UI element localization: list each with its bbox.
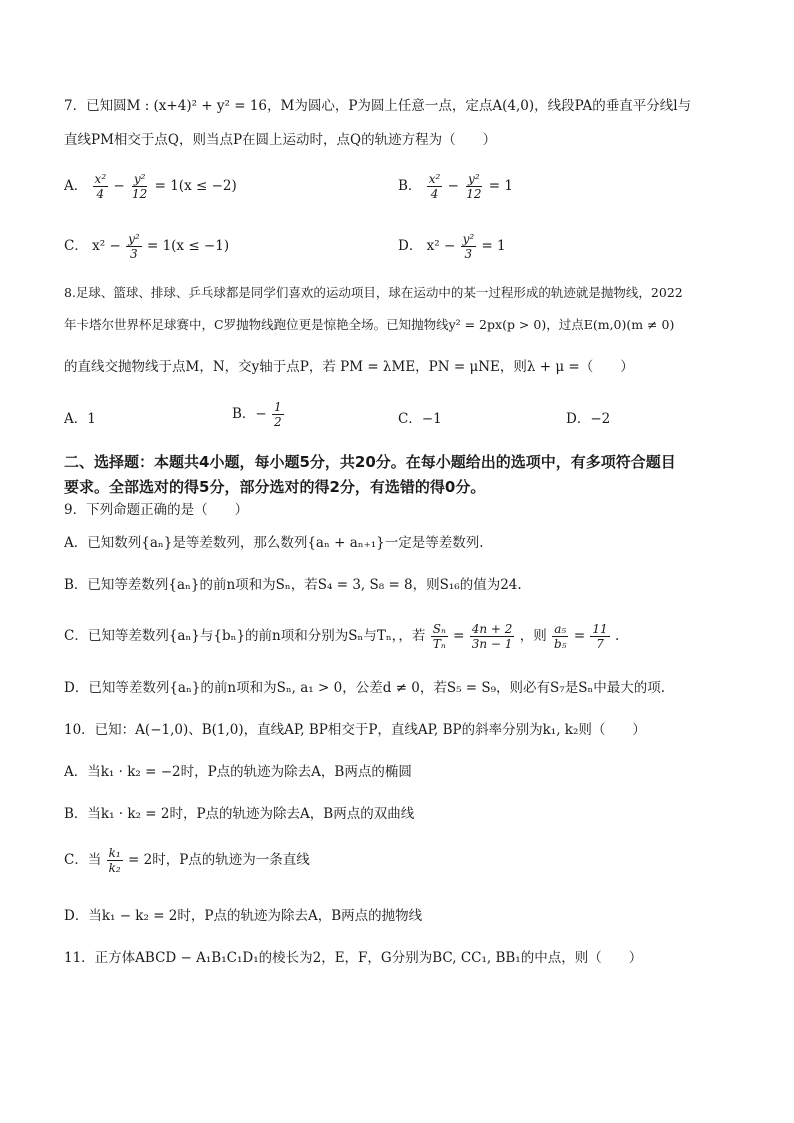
q10-option-d: D．当k₁ − k₂ = 2时，P点的轨迹为除去A，B两点的抛物线 bbox=[64, 908, 423, 924]
q10-stem: 10．已知：A(−1,0)、B(1,0)，直线AP, BP相交于P，直线AP, BP的斜率分别为k₁, k₂则（ ） bbox=[64, 722, 646, 738]
section-2-heading-line2: 要求。全部选对的得5分，部分选对的得2分，有选错的得0分。 bbox=[64, 478, 486, 496]
q9-stem: 9．下列命题正确的是（ ） bbox=[64, 502, 249, 518]
q7-option-d: D． x² − $\frac{\text{y²}}{3}$ = 1 bbox=[398, 232, 506, 261]
q8-option-b: B．− $\frac{1}{2}$ bbox=[232, 400, 282, 429]
q8-line3: 的直线交抛物线于点M，N，交y轴于点P，若 PM = λME，PN = μNE，则λ + μ =（ ） bbox=[64, 359, 634, 375]
q11-stem: 11．正方体ABCD − A₁B₁C₁D₁的棱长为2，E，F，G分别为BC, CC₁, BB₁的中点，则（ ） bbox=[64, 950, 643, 966]
q9-option-b: B．已知等差数列{aₙ}的前n项和为Sₙ，若S₄ = 3, S₈ = 8，则S₁₆的值为24. bbox=[64, 577, 522, 593]
q9-option-c: C．已知等差数列{aₙ}与{bₙ}的前n项和分别为Sₙ与Tₙ，，若 $\frac{\text{Sₙ}}{\text{Tₙ}}$ = $\frac{4n + 2}{3n - 1}$ ，则 $\frac{\text{a₅}}{\text{b₅}}$ = $\frac{11}{7}$ . bbox=[64, 622, 620, 651]
q10-option-a: A．当k₁ · k₂ = −2时，P点的轨迹为除去A，B两点的椭圆 bbox=[64, 764, 412, 780]
section-2-heading-line1: 二、选择题：本题共4小题，每小题5分，共20分。在每小题给出的选项中，有多项符合题目 bbox=[64, 453, 676, 471]
q7-line1: 7．已知圆M : (x+4)² + y² = 16，M为圆心，P为圆上任意一点，定点A(4,0)，线段PA的垂直平分线l与 bbox=[64, 98, 692, 114]
q8-option-a: A．1 bbox=[64, 411, 96, 427]
q10-option-c: C．当 $\frac{\text{k₁}}{\text{k₂}}$ = 2时，P点的轨迹为一条直线 bbox=[64, 846, 310, 875]
q7-option-b: B． $\frac{\text{x²}}{4}$ − $\frac{\text{y²}}{12}$ = 1 bbox=[398, 172, 513, 201]
q7-line2: 直线PM相交于点Q，则当点P在圆上运动时，点Q的轨迹方程为（ ） bbox=[64, 132, 497, 148]
q8-option-d: D．−2 bbox=[566, 411, 611, 427]
q8-option-c: C．−1 bbox=[398, 411, 442, 427]
q10-option-b: B．当k₁ · k₂ = 2时，P点的轨迹为除去A，B两点的双曲线 bbox=[64, 806, 415, 822]
q8-line2: 年卡塔尔世界杯足球赛中，C罗抛物线跑位更是惊艳全场。已知抛物线y² = 2px(p > 0)，过点E(m,0)(m ≠ 0) bbox=[64, 317, 675, 332]
q7-option-c: C． x² − $\frac{\text{y²}}{3}$ = 1(x ≤ −1) bbox=[64, 232, 230, 261]
q9-option-d: D．已知等差数列{aₙ}的前n项和为Sₙ, a₁ > 0，公差d ≠ 0，若S₅ = S₉，则必有S₇是Sₙ中最大的项. bbox=[64, 680, 666, 696]
q7-option-a: A． $\frac{\text{x²}}{4}$ − $\frac{\text{y²}}{12}$ = 1(x ≤ −2) bbox=[64, 172, 237, 201]
q9-option-a: A．已知数列{aₙ}是等差数列，那么数列{aₙ + aₙ₊₁}一定是等差数列. bbox=[64, 535, 484, 551]
q8-line1: 8.足球、篮球、排球、乒乓球都是同学们喜欢的运动项目，球在运动中的某一过程形成的轨迹就是抛物线，2022 bbox=[64, 285, 683, 300]
